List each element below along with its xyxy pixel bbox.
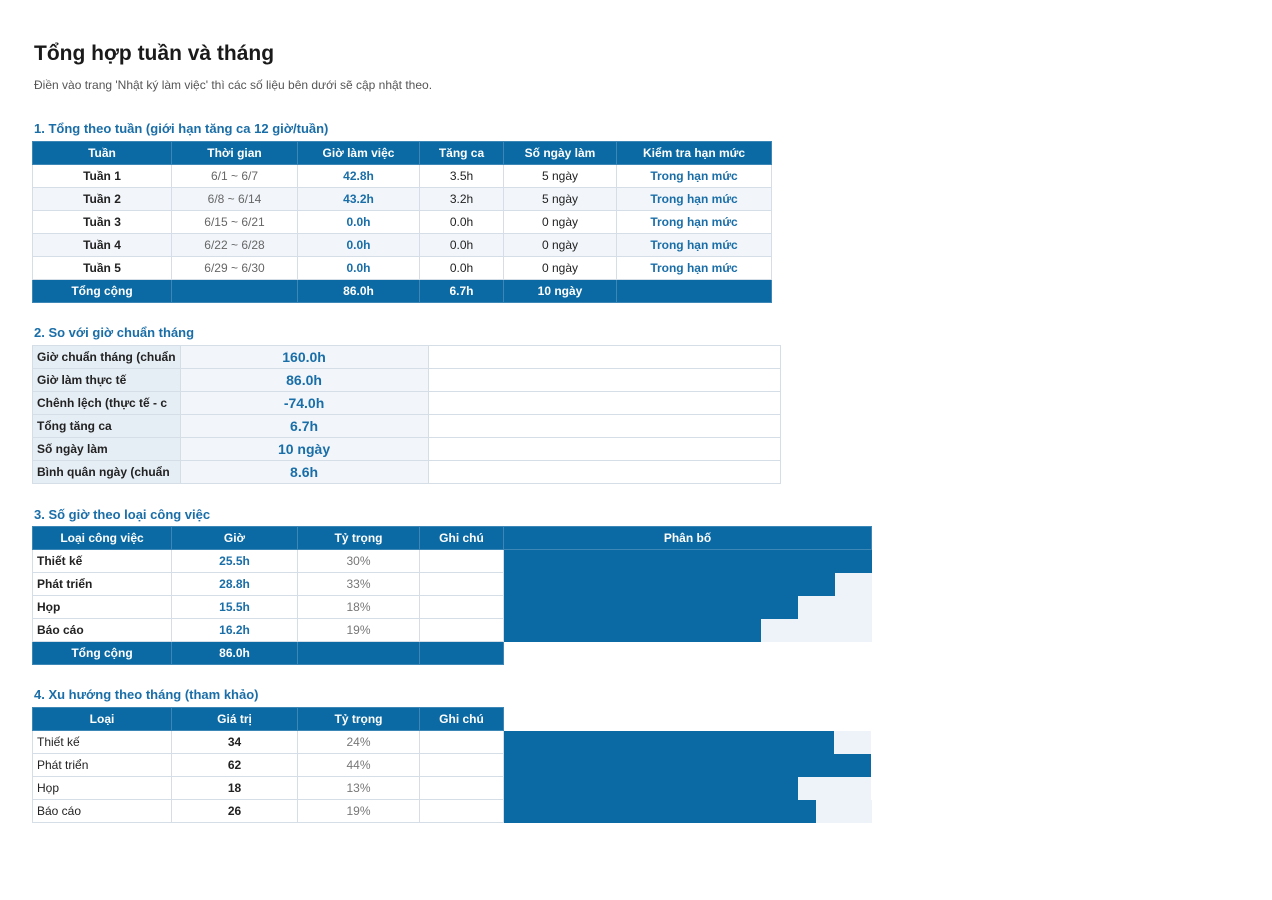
work-hours-cell[interactable]: 25.5h (172, 550, 298, 573)
work-type-header-distribution: Phân bố (504, 527, 872, 550)
weekly-row (33, 234, 772, 257)
section4-title: 4. Xu hướng theo tháng (tham khảo) (34, 687, 259, 702)
work-type-row (33, 573, 872, 596)
standard-value[interactable]: 86.0h (180, 369, 428, 392)
work-share-cell[interactable]: 19% (298, 619, 420, 642)
distribution-bar-cell (504, 596, 872, 619)
days-cell[interactable]: 0 ngày (504, 234, 617, 257)
standard-empty-cell[interactable] (428, 415, 780, 438)
period-cell[interactable]: 6/1 ~ 6/7 (172, 165, 298, 188)
trend-bar (504, 754, 871, 777)
overtime-cell[interactable]: 0.0h (420, 211, 504, 234)
standard-value[interactable]: 8.6h (180, 461, 428, 484)
trend-share-cell[interactable]: 44% (298, 754, 420, 777)
work-type-header-hours: Giờ (172, 527, 298, 550)
work-type-header-row (33, 527, 872, 550)
distribution-bar (504, 573, 835, 596)
work-type-total-row (33, 642, 872, 665)
work-type-cell[interactable]: Phát triển (33, 573, 172, 596)
trend-note-cell[interactable] (420, 777, 504, 800)
weekly-row (33, 165, 772, 188)
trend-row (33, 754, 872, 777)
distribution-bar (504, 596, 798, 619)
week-cell[interactable]: Tuần 1 (33, 165, 172, 188)
trend-bar-cell (504, 800, 872, 823)
standard-row (33, 346, 781, 369)
trend-value-cell[interactable]: 26 (172, 800, 298, 823)
work-total-label[interactable]: Tổng cộng (33, 642, 172, 665)
hours-cell[interactable]: 0.0h (298, 211, 420, 234)
section2-title: 2. So với giờ chuẩn tháng (34, 325, 195, 340)
period-cell[interactable]: 6/29 ~ 6/30 (172, 257, 298, 280)
trend-type-cell[interactable]: Thiết kế (33, 731, 172, 754)
work-type-table (32, 526, 872, 665)
weekly-table (32, 141, 772, 303)
work-note-cell[interactable] (420, 619, 504, 642)
distribution-bar-cell (504, 573, 872, 596)
period-cell[interactable]: 6/8 ~ 6/14 (172, 188, 298, 211)
hours-cell[interactable]: 0.0h (298, 257, 420, 280)
limit-status-cell[interactable]: Trong hạn mức (617, 211, 772, 234)
week-cell[interactable]: Tuần 3 (33, 211, 172, 234)
trend-share-cell[interactable]: 13% (298, 777, 420, 800)
work-total-empty (504, 642, 872, 665)
trend-row (33, 731, 872, 754)
trend-header-note: Ghi chú (420, 708, 504, 731)
work-share-cell[interactable]: 33% (298, 573, 420, 596)
standard-label[interactable]: Giờ làm thực tế (33, 369, 181, 392)
limit-status-cell[interactable]: Trong hạn mức (617, 257, 772, 280)
standard-row (33, 438, 781, 461)
hours-cell[interactable]: 0.0h (298, 234, 420, 257)
weekly-row (33, 211, 772, 234)
work-total-hours[interactable]: 86.0h (172, 642, 298, 665)
total-overtime[interactable]: 6.7h (420, 280, 504, 303)
weekly-header-limit-check: Kiểm tra hạn mức (617, 142, 772, 165)
weekly-total-row (33, 280, 772, 303)
limit-status-cell[interactable]: Trong hạn mức (617, 188, 772, 211)
trend-bar-cell (504, 777, 872, 800)
weekly-header-overtime: Tăng ca (420, 142, 504, 165)
standard-row (33, 415, 781, 438)
standard-label[interactable]: Giờ chuẩn tháng (chuẩn (33, 346, 181, 369)
work-note-cell[interactable] (420, 596, 504, 619)
standard-label[interactable]: Chênh lệch (thực tế - c (33, 392, 181, 415)
trend-bar (504, 800, 816, 823)
weekly-header-row (33, 142, 772, 165)
week-cell[interactable]: Tuần 4 (33, 234, 172, 257)
page-subtitle: Điền vào trang 'Nhật ký làm việc' thì các số liệu bên dưới sẽ cập nhật theo. (34, 78, 433, 92)
monthly-standard-table (32, 345, 781, 484)
trend-type-cell[interactable]: Phát triển (33, 754, 172, 777)
work-type-cell[interactable]: Họp (33, 596, 172, 619)
work-hours-cell[interactable]: 16.2h (172, 619, 298, 642)
work-type-header-share: Tỷ trọng (298, 527, 420, 550)
trend-note-cell[interactable] (420, 731, 504, 754)
days-cell[interactable]: 5 ngày (504, 188, 617, 211)
standard-row (33, 392, 781, 415)
weekly-row (33, 188, 772, 211)
trend-note-cell[interactable] (420, 800, 504, 823)
trend-bar (504, 731, 834, 754)
standard-row (33, 369, 781, 392)
distribution-bar (504, 550, 872, 573)
trend-row (33, 777, 872, 800)
trend-share-cell[interactable]: 19% (298, 800, 420, 823)
monthly-trend-table (32, 707, 872, 823)
limit-status-cell[interactable]: Trong hạn mức (617, 165, 772, 188)
limit-status-cell[interactable]: Trong hạn mức (617, 234, 772, 257)
days-cell[interactable]: 0 ngày (504, 211, 617, 234)
days-cell[interactable]: 0 ngày (504, 257, 617, 280)
work-type-header-type: Loại công việc (33, 527, 172, 550)
overtime-cell[interactable]: 3.2h (420, 188, 504, 211)
distribution-bar (504, 619, 761, 642)
distribution-bar-cell (504, 550, 872, 573)
standard-value[interactable]: 10 ngày (180, 438, 428, 461)
standard-empty-cell[interactable] (428, 346, 780, 369)
standard-empty-cell[interactable] (428, 438, 780, 461)
overtime-cell[interactable]: 0.0h (420, 234, 504, 257)
period-cell[interactable]: 6/22 ~ 6/28 (172, 234, 298, 257)
total-days[interactable]: 10 ngày (504, 280, 617, 303)
work-type-cell[interactable]: Báo cáo (33, 619, 172, 642)
overtime-cell[interactable]: 0.0h (420, 257, 504, 280)
page-title: Tổng hợp tuần và tháng (34, 42, 275, 65)
standard-empty-cell[interactable] (428, 392, 780, 415)
work-share-cell[interactable]: 30% (298, 550, 420, 573)
trend-header-share: Tỷ trọng (298, 708, 420, 731)
hours-cell[interactable]: 43.2h (298, 188, 420, 211)
week-cell[interactable]: Tuần 2 (33, 188, 172, 211)
work-note-cell[interactable] (420, 550, 504, 573)
standard-label[interactable]: Tổng tăng ca (33, 415, 181, 438)
total-period[interactable] (172, 280, 298, 303)
days-cell[interactable]: 5 ngày (504, 165, 617, 188)
work-note-cell[interactable] (420, 573, 504, 596)
trend-bar-cell (504, 731, 872, 754)
standard-value[interactable]: 6.7h (180, 415, 428, 438)
standard-value[interactable]: 160.0h (180, 346, 428, 369)
trend-type-cell[interactable]: Họp (33, 777, 172, 800)
work-type-row (33, 550, 872, 573)
work-type-row (33, 619, 872, 642)
distribution-bar-cell (504, 619, 872, 642)
standard-empty-cell[interactable] (428, 461, 780, 484)
standard-empty-cell[interactable] (428, 369, 780, 392)
trend-value-cell[interactable]: 62 (172, 754, 298, 777)
week-cell[interactable]: Tuần 5 (33, 257, 172, 280)
trend-bar (504, 777, 798, 800)
trend-header-blank (504, 708, 872, 731)
standard-label[interactable]: Bình quân ngày (chuẩn (33, 461, 181, 484)
work-type-cell[interactable]: Thiết kế (33, 550, 172, 573)
weekly-row (33, 257, 772, 280)
standard-value[interactable]: -74.0h (180, 392, 428, 415)
trend-header-type: Loại (33, 708, 172, 731)
hours-cell[interactable]: 42.8h (298, 165, 420, 188)
total-label[interactable]: Tổng cộng (33, 280, 172, 303)
weekly-header-period: Thời gian (172, 142, 298, 165)
period-cell[interactable]: 6/15 ~ 6/21 (172, 211, 298, 234)
overtime-cell[interactable]: 3.5h (420, 165, 504, 188)
trend-header-row (33, 708, 872, 731)
trend-type-cell[interactable]: Báo cáo (33, 800, 172, 823)
work-type-header-note: Ghi chú (420, 527, 504, 550)
work-total-share[interactable] (298, 642, 420, 665)
work-share-cell[interactable]: 18% (298, 596, 420, 619)
trend-value-cell[interactable]: 18 (172, 777, 298, 800)
section1-title: 1. Tổng theo tuần (giới hạn tăng ca 12 giờ/tuần) (34, 121, 329, 136)
trend-row (33, 800, 872, 823)
standard-label[interactable]: Số ngày làm (33, 438, 181, 461)
weekly-header-hours: Giờ làm việc (298, 142, 420, 165)
trend-header-value: Giá trị (172, 708, 298, 731)
total-hours[interactable]: 86.0h (298, 280, 420, 303)
weekly-header-week: Tuần (33, 142, 172, 165)
work-hours-cell[interactable]: 15.5h (172, 596, 298, 619)
standard-row (33, 461, 781, 484)
trend-value-cell[interactable]: 34 (172, 731, 298, 754)
total-status[interactable] (617, 280, 772, 303)
work-total-note[interactable] (420, 642, 504, 665)
work-type-row (33, 596, 872, 619)
trend-note-cell[interactable] (420, 754, 504, 777)
weekly-header-days: Số ngày làm (504, 142, 617, 165)
trend-bar-cell (504, 754, 872, 777)
trend-share-cell[interactable]: 24% (298, 731, 420, 754)
work-hours-cell[interactable]: 28.8h (172, 573, 298, 596)
section3-title: 3. Số giờ theo loại công việc (34, 507, 211, 522)
